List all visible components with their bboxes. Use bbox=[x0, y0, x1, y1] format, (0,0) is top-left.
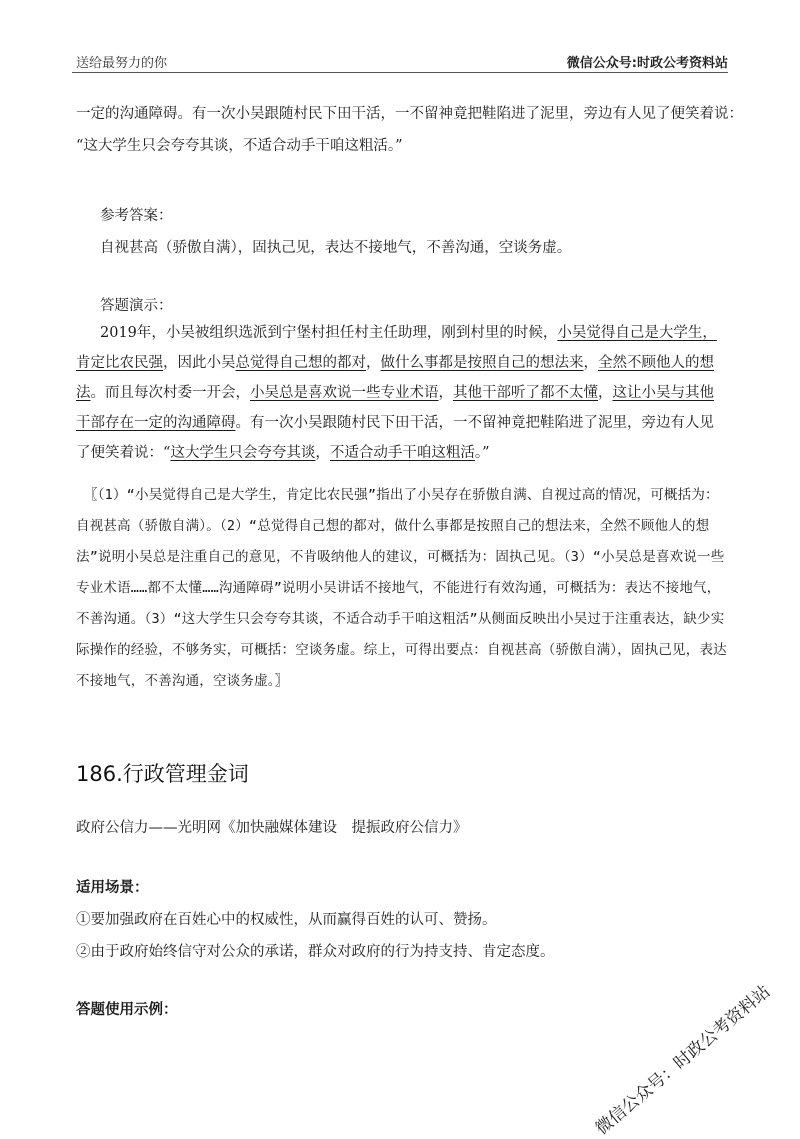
header-divider bbox=[72, 72, 728, 73]
demo-text: ， bbox=[366, 355, 381, 371]
demo-text: 。” bbox=[474, 445, 490, 461]
reference-answer: 自视甚高（骄傲自满），固执己见，表达不接地气，不善沟通，空谈务虚。 bbox=[100, 240, 572, 256]
analysis-note: 〖（1）“小吴觉得自己是大学生，肯定比农民强”指出了小吴存在骄傲自满、自视过高的情况，可概括为：自视甚高（骄傲自满）。（2）“总觉得自己想的都对，做什么事都是按照自己的想法来，全然不顾他人的想法”说明小吴总是注重自己的意见，不肯吸纳他人的建议，可概括为：固执己见。（3）“小吴总是喜欢说一些专业术语……都不太懂……沟通障碍”说明小吴讲话不接地气，不能进行有效沟通，可概括为：表达不接地气，不善沟通。（3）“这大学生只会夸夸其谈，不适合动手干咱这粗活”从侧面反映出小吴过于注重表达，缺少实际操作的经验，不够务实，可概括：空谈务虚。综上，可得出要点：自视甚高（骄傲自满），固执己见，表达不接地气，不善沟通，空谈务虚。〗 bbox=[76, 487, 727, 689]
demo-underline: 总觉得自己想的都对 bbox=[235, 355, 366, 371]
demo-text: 。而且每次村委一开会， bbox=[90, 385, 250, 401]
intro-line-1: 一定的沟通障碍。有一次小吴跟随村民下田干活，一不留神竟把鞋陷进了泥里，旁边有人见了便笑着说： bbox=[76, 106, 743, 122]
intro-line-2: “这大学生只会夸夸其谈，不适合动手干咱这粗活。” bbox=[76, 138, 403, 154]
demo-underline: 不适合动手干咱这粗活 bbox=[329, 445, 475, 461]
header-right-text: 微信公众号:时政公考资料站 bbox=[566, 56, 728, 71]
demo-label: 答题演示： bbox=[100, 298, 173, 314]
demo-text: ， bbox=[315, 445, 330, 461]
demo-underline: 这大学生只会夸夸其谈 bbox=[170, 445, 316, 461]
demo-text: ， bbox=[583, 355, 598, 371]
demo-text: ， bbox=[438, 385, 453, 401]
section-subtitle: 政府公信力——光明网《加快融媒体建设 提振政府公信力》 bbox=[76, 820, 468, 836]
scenario-item-1: ①要加强政府在百姓心中的权威性，从而赢得百姓的认可、赞扬。 bbox=[76, 912, 497, 928]
example-label: 答题使用示例： bbox=[76, 1002, 178, 1018]
demo-underline: 做什么事都是按照自己的想法来 bbox=[380, 355, 584, 371]
header-left-text: 送给最努力的你 bbox=[76, 56, 168, 71]
reference-label: 参考答案： bbox=[100, 208, 173, 224]
demo-text: 2019年，小吴被组织选派到宁堡村担任村主任助理，刚到村里的时候， bbox=[100, 325, 558, 341]
scenario-label: 适用场景： bbox=[76, 880, 149, 896]
demo-underline: 其他干部听了都不太懂 bbox=[453, 385, 598, 401]
watermark-text: 微信公众号：时政公考资料站 bbox=[592, 981, 775, 1139]
demo-underline: 小吴觉得自己是大学生，肯定比农民强 bbox=[76, 325, 717, 371]
demo-paragraph bbox=[76, 318, 728, 468]
demo-text: ，因此小吴 bbox=[163, 355, 236, 371]
demo-underline: 这让小吴与其他干部存在一定的沟通障碍 bbox=[76, 385, 714, 431]
demo-text: 。有一次小吴跟随村民下田干活，一不留神竟把鞋陷进了泥里，旁边有人见了便笑着说：“ bbox=[76, 415, 714, 461]
section-title: 186.行政管理金词 bbox=[76, 762, 249, 786]
demo-underline: 小吴总是喜欢说一些专业术语 bbox=[250, 385, 439, 401]
demo-text: ， bbox=[598, 385, 613, 401]
demo-underline: 全然不顾他人的想法 bbox=[76, 355, 714, 401]
scenario-item-2: ②由于政府始终信守对公众的承诺，群众对政府的行为持支持、肯定态度。 bbox=[76, 944, 555, 960]
